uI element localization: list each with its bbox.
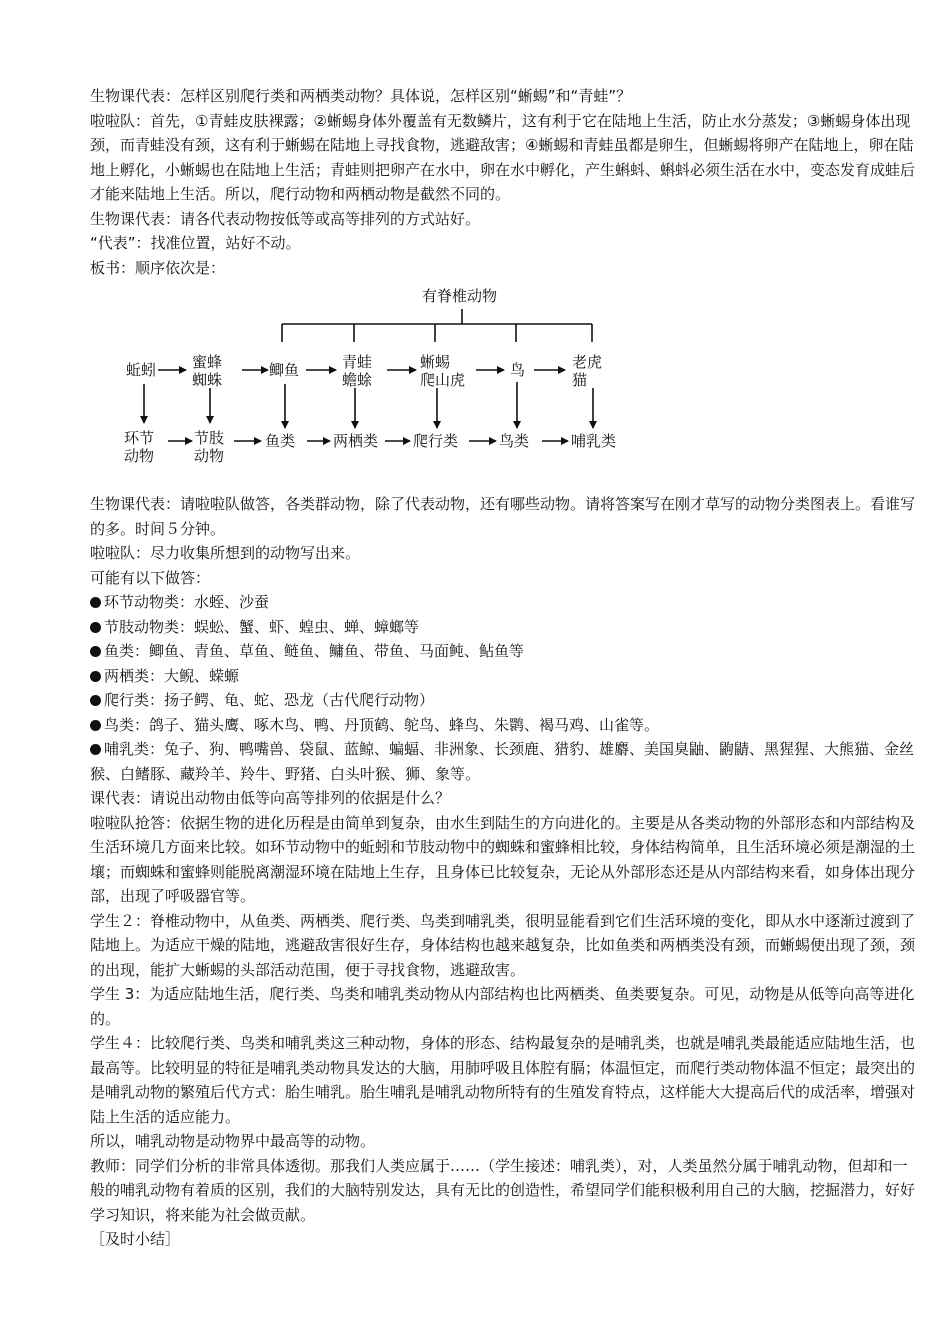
node-lizard: 蜥蜴: [420, 353, 451, 371]
node-tiger: 老虎: [572, 353, 603, 371]
bullet-item: 爬行类：扬子鳄、龟、蛇、恐龙（古代爬行动物）: [90, 688, 920, 713]
closing-summary-heading: ［及时小结］: [90, 1230, 181, 1248]
cheer-team-response: 啦啦队：尽力收集所想到的动物写出来。: [90, 544, 361, 562]
intro-representatives: “代表”：找准位置，站好不动。: [90, 234, 301, 252]
class-birds: 鸟类: [499, 432, 530, 450]
class-mammals: 哺乳类: [571, 432, 617, 450]
class-annelida-1: 环节: [124, 429, 155, 447]
node-cat: 猫: [572, 371, 588, 389]
diagram-root: 有脊椎动物: [422, 287, 498, 305]
bullet-item: 环节动物类：水蛭、沙蚕: [90, 590, 920, 615]
node-frog: 青蛙: [342, 353, 373, 371]
bullet-item: 鱼类：鲫鱼、青鱼、草鱼、鲢鱼、鳙鱼、带鱼、马面鲀、鲇鱼等: [90, 639, 920, 664]
bullet-item: 鸟类：鸽子、猫头鹰、啄木鸟、鸭、丹顶鹤、鸵鸟、蜂鸟、朱鹮、褐马鸡、山雀等。: [90, 713, 920, 738]
intro-answer: 啦啦队：首先，①青蛙皮肤裸露；②蜥蜴身体外覆盖有无数鳞片，这有利于它在陆地上生活，防止水分蒸发；③蜥蜴身体出现颈，而青蛙没有颈，这有利于蜥蜴在陆地上寻找食物，逃避敌害；④蜥蜴和青蛙虽都是卵生，但蜥蜴将卵产在陆地上，卵在陆地上孵化，小蜥蜴也在陆地上生活；青蛙则把卵产在水中，卵在水中孵化，产生蝌蚪、蝌蚪必须生活在水中，变态发育成蛙后才能来陆地上生活。所以，爬行动物和两栖动物是截然不同的。: [90, 111, 916, 203]
node-bee: 蜜蜂: [192, 353, 223, 371]
bullet-dot: [90, 720, 101, 731]
node-spider: 蜘蛛: [192, 371, 223, 389]
closing-answer-cheer: 啦啦队抢答：依据生物的进化历程是由简单到复杂，由水生到陆生的方向进化的。主要是从各类动物的外部形态和内部结构及生活环境几方面来比较。如环节动物中的蚯蚓和节肢动物中的蜘蛛和蜜蜂相比较，身体结构简单，且生活环境必须是潮湿的土壤；而蜘蛛和蜜蜂则能脱离潮湿环境在陆地上生存，且身体已比较复杂，无论从外部形态还是从内部结构来看，如身体出现分部，出现了呼吸器官等。: [90, 813, 916, 905]
class-annelida-2: 动物: [124, 447, 155, 465]
task-instruction: 生物课代表：请啦啦队做答，各类群动物，除了代表动物，还有哪些动物。请将答案写在刚才草写的动物分类图表上。看谁写的多。时间５分钟。: [90, 495, 916, 538]
bullet-item: 哺乳类：兔子、狗、鸭嘴兽、袋鼠、蓝鲸、蝙蝠、非洲象、长颈鹿、猎豹、雄麝、美国臭鼬、鼩鼱、黑猩猩、大熊猫、金丝猴、白鳍豚、藏羚羊、羚牛、野猪、白头叶猴、狮、象等。: [90, 740, 915, 783]
node-bird: 鸟: [510, 361, 526, 379]
document-page: [90, 84, 920, 1252]
possible-answers-intro: 可能有以下做答：: [90, 568, 211, 587]
bullet-item: 节肢动物类：蜈蚣、蟹、虾、蝗虫、蝉、蟑螂等: [90, 615, 920, 640]
closing-teacher: 教师：同学们分析的非常具体透彻。那我们人类应属于……（学生接述：哺乳类），对，人类虽然分属于哺乳动物，但却和一般的哺乳动物有着质的区别，我们的大脑特别发达，具有无比的创造性，希望同学们能积极利用自己的大脑，挖掘潜力，好好学习知识，将来能为社会做贡献。: [90, 1156, 916, 1224]
bullet-dot: [90, 744, 101, 755]
closing-student-3: 学生 3：为适应陆地生活，爬行类、鸟类和哺乳类动物从内部结构也比两栖类、鱼类要复杂。可见，动物是从低等向高等进化的。: [90, 985, 915, 1028]
closing-question: 课代表：请说出动物由低等向高等排列的依据是什么？: [90, 789, 451, 807]
intro-board-writing: 板书：顺序依次是：: [90, 258, 226, 277]
classification-diagram: [116, 282, 676, 492]
bullet-dot: [90, 622, 101, 633]
node-crucian-carp: 鲫鱼: [269, 361, 300, 379]
class-amphibians: 两栖类: [333, 432, 379, 450]
node-toad: 蟾蜍: [342, 371, 373, 389]
class-reptiles: 爬行类: [413, 432, 459, 450]
bullet-dot: [90, 671, 101, 682]
node-gecko: 爬山虎: [420, 371, 466, 389]
closing-student-4: 学生４：比较爬行类、鸟类和哺乳类这三种动物，身体的形态、结构最复杂的是哺乳类，也就是哺乳类最能适应陆地生活，也最高等。比较明显的特征是哺乳类动物具发达的大脑，用肺呼吸且体腔有膈；体温恒定，而爬行类动物体温不恒定；最突出的是哺乳动物的繁殖后代方式：胎生哺乳。胎生哺乳是哺乳动物所特有的生殖发育特点，这样能大大提高后代的成活率，增强对陆上生活的适应能力。: [90, 1034, 916, 1126]
bullet-dot: [90, 646, 101, 657]
closing-student-2: 学生２：脊椎动物中，从鱼类、两栖类、爬行类、鸟类到哺乳类，很明显能看到它们生活环境的变化，即从水中逐渐过渡到了陆地上。为适应干燥的陆地，逃避敌害很好生存，身体结构也越来越复杂，比如鱼类和两栖类没有颈，而蜥蜴便出现了颈，颈的出现，能扩大蜥蜴的头部活动范围，便于寻找食物，逃避敌害。: [90, 911, 916, 979]
intro-instruction: 生物课代表：请各代表动物按低等或高等排列的方式站好。: [90, 209, 481, 228]
class-arthropoda-1: 节肢: [194, 429, 225, 447]
closing-conclusion: 所以，哺乳动物是动物界中最高等的动物。: [90, 1132, 376, 1150]
bullet-dot: [90, 695, 101, 706]
class-fish: 鱼类: [265, 432, 296, 450]
class-arthropoda-2: 动物: [194, 447, 225, 465]
intro-question: 生物课代表：怎样区别爬行类和两栖类动物？具体说，怎样区别“蜥蜴”和“青蛙”？: [90, 87, 632, 105]
bullet-dot: [90, 597, 101, 608]
node-earthworm: 蚯蚓: [126, 361, 157, 379]
bullet-item: 两栖类：大鲵、蝾螈: [90, 664, 920, 689]
